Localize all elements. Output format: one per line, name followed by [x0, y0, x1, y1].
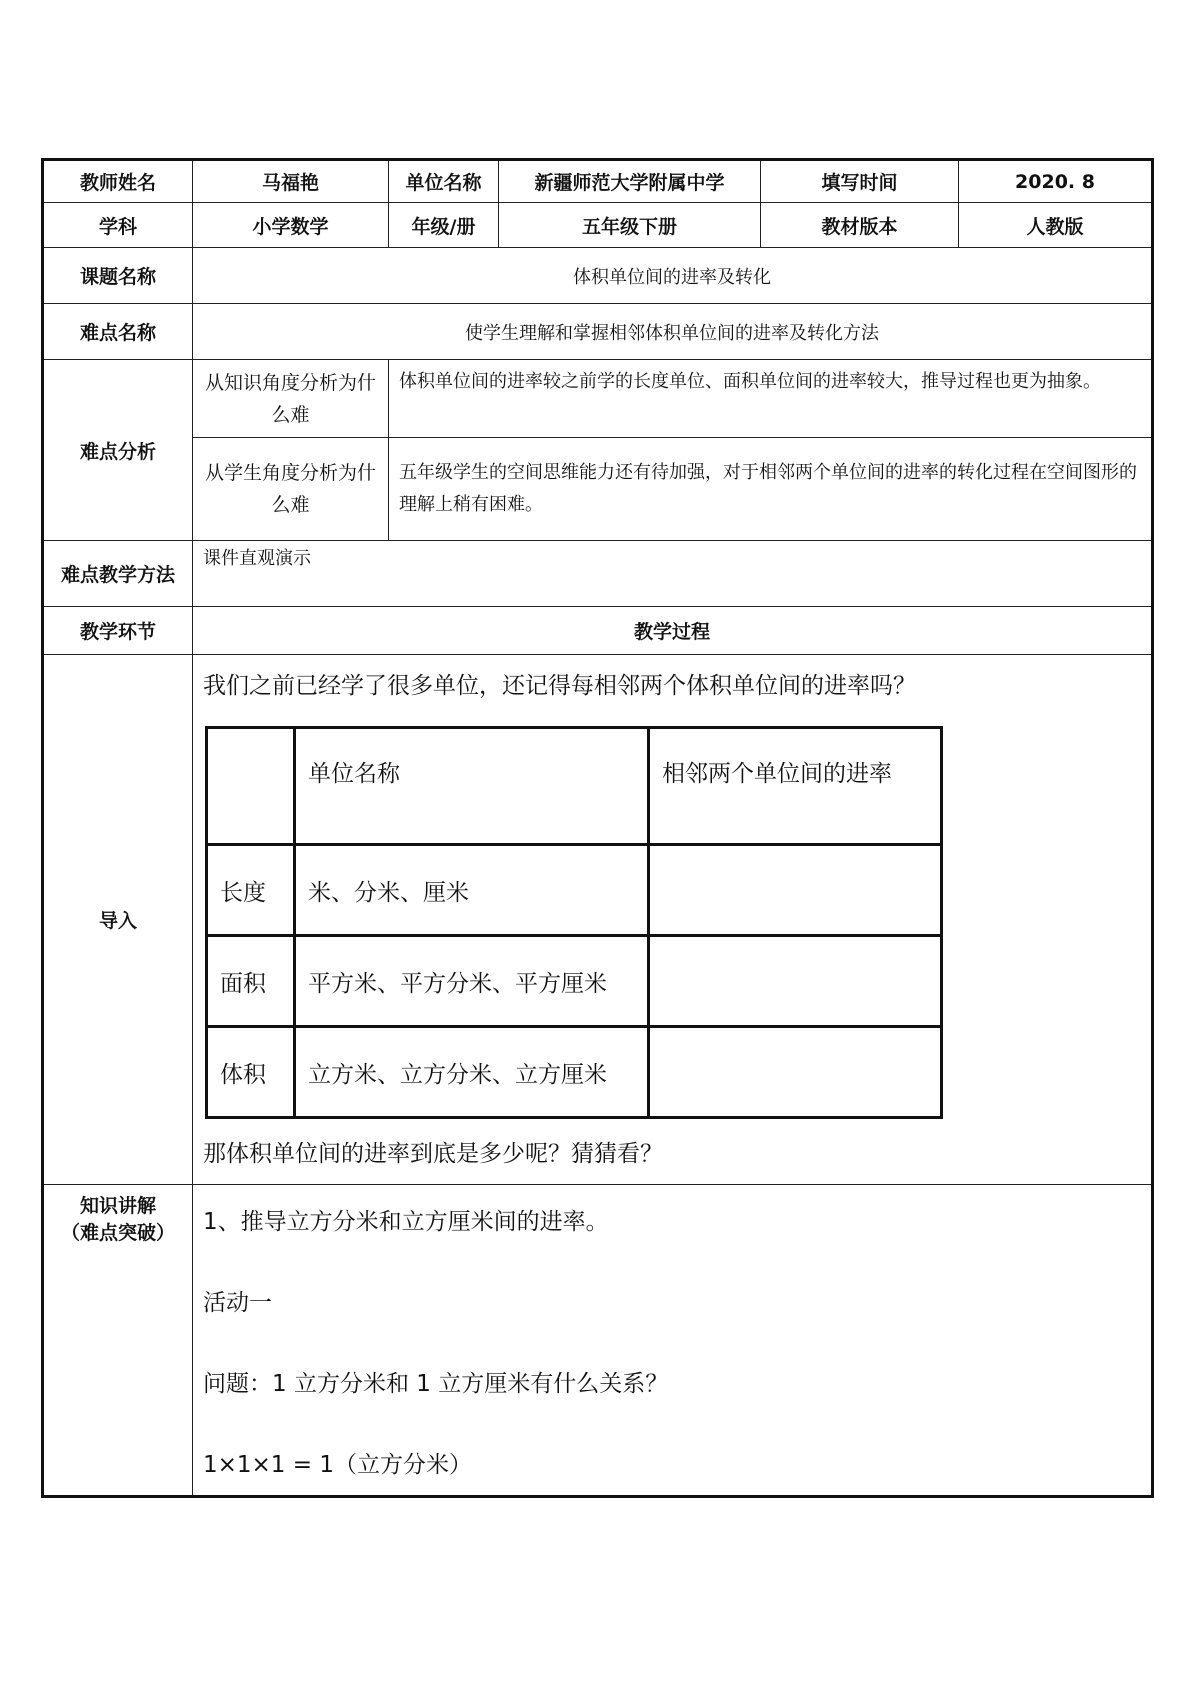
analysis-label: 难点分析 — [43, 360, 193, 541]
student-angle-label: 从学生角度分析为什么难 — [193, 438, 389, 541]
header-row-2 — [43, 203, 1153, 248]
unit-label: 单位名称 — [389, 160, 499, 203]
unit-category: 体积 — [207, 1027, 295, 1118]
difficulty-value: 使学生理解和掌握相邻体积单位间的进率及转化方法 — [193, 304, 1153, 360]
activity-question: 问题：1 立方分米和 1 立方厘米有什么关系？ — [203, 1371, 669, 1397]
unit-table-header-row — [207, 728, 942, 845]
unit-rate-cell[interactable] — [649, 936, 942, 1027]
intro-row — [43, 655, 1153, 1185]
subject-value: 小学数学 — [193, 203, 389, 248]
date-value: 2020. 8 — [959, 160, 1153, 203]
method-value: 课件直观演示 — [193, 541, 1153, 607]
activity-title: 活动一 — [203, 1290, 272, 1316]
analysis-row-student — [43, 438, 1153, 541]
date-label: 填写时间 — [761, 160, 959, 203]
unit-rate-cell[interactable] — [649, 1027, 942, 1118]
unit-table-header-name: 单位名称 — [295, 728, 649, 845]
unit-rate-cell[interactable] — [649, 845, 942, 936]
knowledge-angle-label: 从知识角度分析为什么难 — [193, 360, 389, 438]
process-label: 教学过程 — [193, 607, 1153, 655]
knowledge-content — [193, 1185, 1153, 1497]
stage-label: 教学环节 — [43, 607, 193, 655]
topic-label: 课题名称 — [43, 248, 193, 304]
volume-formula: 1×1×1 = 1（立方分米） — [203, 1452, 472, 1478]
unit-names: 立方米、立方分米、立方厘米 — [295, 1027, 649, 1118]
process-header-row — [43, 607, 1153, 655]
unit-table-row-volume — [207, 1027, 942, 1118]
difficulty-row — [43, 304, 1153, 360]
lesson-plan-table — [41, 158, 1154, 1498]
method-row — [43, 541, 1153, 607]
unit-table-header-rate: 相邻两个单位间的进率 — [649, 728, 942, 845]
unit-names: 平方米、平方分米、平方厘米 — [295, 936, 649, 1027]
analysis-row-knowledge — [43, 360, 1153, 438]
intro-content — [193, 655, 1153, 1185]
edition-label: 教材版本 — [761, 203, 959, 248]
unit-names: 米、分米、厘米 — [295, 845, 649, 936]
topic-value: 体积单位间的进率及转化 — [193, 248, 1153, 304]
teacher-value: 马福艳 — [193, 160, 389, 203]
student-angle-value: 五年级学生的空间思维能力还有待加强，对于相邻两个单位间的进率的转化过程在空间图形的理解上稍有困难。 — [389, 438, 1153, 541]
unit-rate-table — [205, 726, 943, 1119]
teacher-label: 教师姓名 — [43, 160, 193, 203]
unit-table-row-length — [207, 845, 942, 936]
grade-value: 五年级下册 — [499, 203, 761, 248]
unit-table-header-blank — [207, 728, 295, 845]
header-row-1 — [43, 160, 1153, 203]
unit-value: 新疆师范大学附属中学 — [499, 160, 761, 203]
knowledge-row — [43, 1185, 1153, 1497]
difficulty-label: 难点名称 — [43, 304, 193, 360]
unit-table-row-area — [207, 936, 942, 1027]
intro-closing: 那体积单位间的进率到底是多少呢？猜猜看？ — [203, 1141, 663, 1167]
topic-row — [43, 248, 1153, 304]
knowledge-item-1: 1、推导立方分米和立方厘米间的进率。 — [203, 1209, 609, 1235]
intro-question: 我们之前已经学了很多单位，还记得每相邻两个体积单位间的进率吗？ — [203, 673, 916, 699]
intro-label: 导入 — [43, 655, 193, 1185]
knowledge-label-line1: 知识讲解 — [79, 1195, 156, 1217]
method-label: 难点教学方法 — [43, 541, 193, 607]
knowledge-label — [43, 1185, 193, 1497]
unit-category: 面积 — [207, 936, 295, 1027]
knowledge-label-line2: （难点突破） — [60, 1222, 175, 1244]
edition-value: 人教版 — [959, 203, 1153, 248]
unit-category: 长度 — [207, 845, 295, 936]
subject-label: 学科 — [43, 203, 193, 248]
grade-label: 年级/册 — [389, 203, 499, 248]
knowledge-angle-value: 体积单位间的进率较之前学的长度单位、面积单位间的进率较大，推导过程也更为抽象。 — [389, 360, 1153, 438]
